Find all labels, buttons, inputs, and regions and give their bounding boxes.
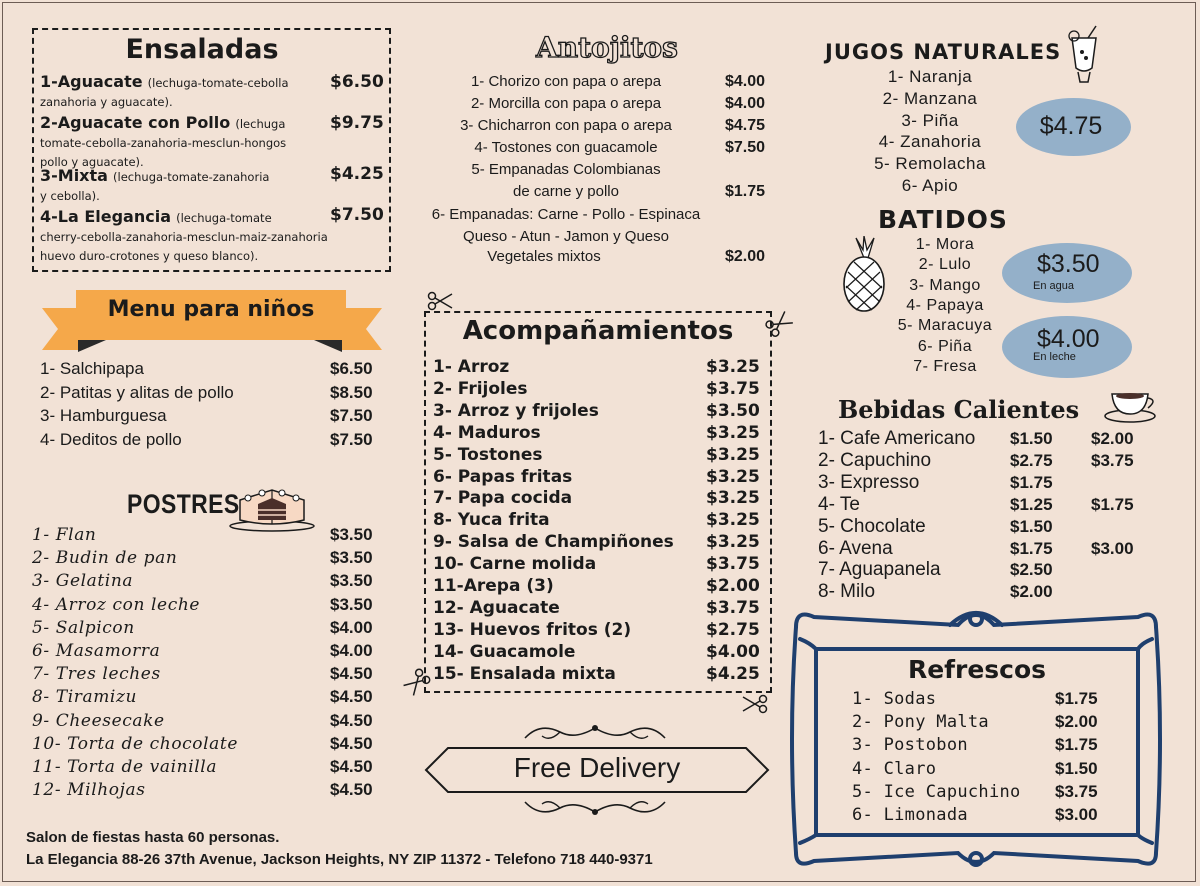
batido-item: 3- Mango: [909, 276, 981, 294]
postre-item-price: $4.50: [330, 687, 373, 707]
cake-icon: [228, 482, 316, 532]
postre-item-name: 5- Salpicon: [32, 617, 135, 638]
ninos-item-name: 2- Patitas y alitas de pollo: [40, 382, 234, 402]
ensalada-price: $9.75: [330, 113, 384, 133]
ensalada-item: [40, 166, 330, 204]
caliente-item-name: 7- Aguapanela: [818, 559, 941, 581]
antojito-item-name: Vegetales mixtos: [487, 248, 601, 265]
postre-item-price: $3.50: [330, 548, 373, 568]
batidos-agua-price: $3.50: [1037, 250, 1100, 278]
caliente-item-price: $1.75: [1010, 472, 1053, 492]
refrescos-title: Refrescos: [907, 655, 1047, 684]
postre-item-name: 3- Gelatina: [32, 571, 134, 592]
refresco-item-name: 4- Claro: [852, 758, 937, 779]
antojito-item-price: $7.50: [725, 139, 766, 156]
refresco-item-name: 1- Sodas: [852, 689, 937, 709]
acomp-item-price: $3.25: [706, 466, 760, 487]
refresco-item-price: $2.00: [1055, 712, 1098, 732]
postre-item-name: 8- Tiramizu: [32, 687, 138, 708]
antojito-item-name: de carne y pollo: [513, 183, 619, 200]
acomp-item-name: 3- Arroz y frijoles: [433, 400, 599, 421]
batido-item: 7- Fresa: [913, 357, 977, 375]
postre-item-name: 10- Torta de chocolate: [32, 733, 239, 754]
postre-item-name: 4- Arroz con leche: [32, 594, 201, 615]
caliente-item-price: $2.00: [1010, 582, 1053, 602]
ensalada-name: 1-Aguacate: [40, 72, 143, 91]
ensalada-item: [40, 72, 330, 110]
acomp-item-name: 6- Papas fritas: [433, 466, 573, 487]
caliente-item-price-large: $1.75: [1091, 494, 1134, 514]
refresco-item-name: 2- Pony Malta: [852, 712, 989, 733]
acomp-item-name: 5- Tostones: [433, 444, 543, 465]
ensalada-name: 2-Aguacate con Pollo: [40, 113, 231, 132]
caliente-item-price: $2.50: [1010, 560, 1053, 580]
batidos-agua-label: En agua: [1033, 280, 1074, 292]
acomp-item-price: $3.75: [706, 597, 760, 618]
delivery-label: Free Delivery: [513, 752, 681, 783]
jugos-price: $4.75: [1039, 112, 1103, 140]
postre-item-price: $3.50: [330, 525, 373, 544]
caliente-item-name: 8- Milo: [818, 581, 876, 603]
postre-item-price: $4.50: [330, 757, 373, 776]
acomp-item-price: $3.50: [706, 400, 760, 421]
antojito-item-price: $4.00: [725, 95, 766, 112]
ensalada-item: [40, 113, 330, 170]
caliente-item-price-large: $3.75: [1091, 450, 1134, 470]
flourish-ornament: [520, 720, 670, 746]
postre-item-name: 9- Cheesecake: [32, 710, 165, 731]
caliente-item-price: $1.50: [1010, 516, 1053, 536]
caliente-item-name: 2- Capuchino: [818, 449, 932, 471]
acomp-item-price: $3.25: [706, 488, 760, 509]
acomp-item-name: 12- Aguacate: [433, 597, 560, 618]
ninos-item-price: $8.50: [330, 382, 373, 402]
ensalada-desc: cherry-cebolla-zanahoria-mesclun-maiz-zanahoria: [40, 230, 328, 244]
ensalada-desc: (lechuga: [235, 117, 286, 131]
acomp-item-name: 9- Salsa de Champiñones: [433, 532, 674, 553]
jugo-item: 2- Manzana: [882, 88, 978, 108]
acomp-item-price: $2.00: [706, 576, 760, 596]
flourish-ornament: [520, 794, 670, 820]
postres-title: POSTRES: [127, 489, 240, 519]
antojito-item-name: 4- Tostones con guacamole: [474, 139, 658, 156]
postre-item-price: $4.50: [330, 780, 373, 800]
ensalada-item: [40, 207, 360, 264]
jugo-item: 1- Naranja: [887, 67, 973, 86]
antojito-item-name: 5- Empanadas Colombianas: [471, 161, 661, 178]
antojito-item-price: $4.75: [725, 117, 766, 134]
scissors-icon: [742, 694, 768, 714]
acomp-item-price: $4.25: [706, 663, 760, 684]
batidos-title: BATIDOS: [878, 205, 1008, 234]
acomp-item-name: 10- Carne molida: [433, 554, 597, 575]
acomp-item-price: $4.00: [706, 641, 760, 662]
ensaladas-title: Ensaladas: [125, 34, 279, 65]
acomp-item-name: 7- Papa cocida: [433, 488, 573, 509]
acomp-item-price: $2.75: [706, 619, 760, 640]
jugo-item: 5- Remolacha: [874, 154, 986, 174]
refresco-item-name: 5- Ice Capuchino: [852, 781, 1021, 802]
postre-item-price: $3.50: [330, 594, 373, 614]
antojito-item-name: 6- Empanadas: Carne - Pollo - Espinaca: [431, 206, 701, 223]
ensalada-desc: pollo y aguacate).: [40, 155, 144, 169]
ornate-frame: [790, 603, 1162, 873]
caliente-item-price: $1.25: [1010, 494, 1053, 514]
batido-item: 1- Mora: [915, 236, 975, 253]
jugos-title: JUGOS NATURALES: [825, 40, 1062, 64]
footer-note: Salon de fiestas hasta 60 personas.: [26, 829, 280, 846]
antojito-item-name: 1- Chorizo con papa o arepa: [470, 73, 662, 90]
postre-item-name: 12- Milhojas: [32, 780, 146, 801]
batidos-leche-label: En leche: [1033, 351, 1076, 363]
antojito-item-price: $4.00: [725, 73, 766, 90]
postre-item-price: $4.50: [330, 733, 373, 753]
postre-item-price: $3.50: [330, 571, 373, 591]
postre-item-price: $4.00: [330, 641, 373, 660]
antojito-item-price: $2.00: [725, 248, 766, 265]
antojitos-title: Antojitos: [536, 31, 678, 64]
caliente-item-price-large: $3.00: [1091, 538, 1134, 558]
ninos-title: Menu para niños: [107, 297, 315, 322]
ninos-item-name: 4- Deditos de pollo: [40, 429, 182, 449]
acomp-item-name: 13- Huevos fritos (2): [433, 619, 632, 640]
acomp-item-name: 15- Ensalada mixta: [433, 663, 616, 684]
refresco-item-name: 6- Limonada: [852, 805, 968, 825]
refresco-item-price: $3.00: [1055, 805, 1098, 824]
postre-item-price: $4.00: [330, 617, 373, 637]
jugo-item: 4- Zanahoria: [878, 132, 982, 152]
antojito-item-price: $1.75: [725, 183, 766, 200]
ensalada-desc: (lechuga-tomate-cebolla: [147, 76, 289, 90]
postre-item-name: 7- Tres leches: [32, 664, 161, 685]
postre-item-name: 6- Masamorra: [32, 641, 161, 661]
ensalada-name: 3-Mixta: [40, 166, 108, 185]
cocktail-glass-icon: [1064, 24, 1104, 84]
jugo-item: 6- Apio: [901, 176, 959, 195]
ninos-item-price: $6.50: [330, 359, 373, 378]
refresco-item-name: 3- Postobon: [852, 735, 968, 756]
acomp-item-name: 4- Maduros: [433, 422, 541, 443]
postre-item-name: 1- Flan: [32, 525, 97, 545]
acompanamientos-title: Acompañamientos: [462, 316, 734, 346]
acomp-item-price: $3.75: [706, 554, 760, 575]
ninos-item-price: $7.50: [330, 406, 373, 425]
refresco-item-price: $1.75: [1055, 689, 1098, 708]
acomp-item-price: $3.75: [706, 378, 760, 399]
caliente-item-price-large: $2.00: [1091, 429, 1134, 448]
caliente-item-price: $2.75: [1010, 450, 1053, 470]
ninos-item-name: 1- Salchipapa: [40, 359, 144, 378]
footer-address: La Elegancia 88-26 37th Avenue, Jackson Heights, NY ZIP 11372 - Telefono 718 440-9371: [26, 851, 653, 868]
caliente-item-name: 4- Te: [818, 493, 860, 515]
acomp-item-name: 11-Arepa (3): [433, 576, 554, 596]
postre-item-price: $4.50: [330, 664, 373, 684]
caliente-item-name: 6- Avena: [818, 537, 893, 559]
ensalada-price: $4.25: [330, 164, 384, 184]
acomp-item-name: 8- Yuca frita: [433, 510, 550, 531]
batido-item: 5- Maracuya: [897, 317, 993, 335]
caliente-item-name: 5- Chocolate: [818, 515, 926, 537]
refresco-item-price: $3.75: [1055, 781, 1098, 801]
acomp-item-price: $3.25: [706, 532, 760, 553]
antojito-item-name: Queso - Atun - Jamon y Queso: [463, 228, 669, 245]
calientes-title: Bebidas Calientes: [838, 395, 1080, 424]
ninos-item-price: $7.50: [330, 429, 373, 449]
batido-item: 4- Papaya: [906, 296, 984, 314]
batidos-leche-price: $4.00: [1037, 325, 1100, 353]
acomp-item-price: $3.25: [706, 357, 760, 377]
jugo-item: 3- Piña: [901, 110, 959, 130]
ensalada-name: 4-La Elegancia: [40, 207, 172, 226]
coffee-cup-icon: [1104, 388, 1160, 424]
antojito-item-name: 2- Morcilla con papa o arepa: [470, 95, 662, 112]
antojito-item-name: 3- Chicharron con papa o arepa: [460, 117, 672, 134]
ensalada-price: $6.50: [330, 72, 384, 92]
refresco-item-price: $1.50: [1055, 758, 1098, 778]
acomp-item-price: $3.25: [706, 510, 760, 531]
ensalada-desc: (lechuga-tomate: [176, 211, 272, 225]
postre-item-name: 2- Budin de pan: [32, 548, 178, 569]
ensalada-desc: y cebolla).: [40, 189, 100, 203]
scissors-icon: [427, 291, 453, 311]
ensalada-desc: tomate-cebolla-zanahoria-mesclun-hongos: [40, 136, 287, 150]
batido-item: 6- Piña: [917, 337, 973, 355]
ensalada-desc: huevo duro-crotones y queso blanco).: [40, 249, 259, 263]
postre-item-name: 11- Torta de vainilla: [32, 757, 218, 777]
batido-item: 2- Lulo: [918, 256, 972, 274]
acomp-item-name: 14- Guacamole: [433, 641, 576, 662]
acomp-item-name: 1- Arroz: [433, 357, 510, 377]
postre-item-price: $4.50: [330, 710, 373, 730]
acomp-item-price: $3.25: [706, 422, 760, 443]
caliente-item-price: $1.50: [1010, 429, 1053, 448]
acomp-item-name: 2- Frijoles: [433, 378, 528, 399]
ensalada-desc: (lechuga-tomate-zanahoria: [113, 170, 270, 184]
ensalada-desc: zanahoria y aguacate).: [40, 95, 173, 109]
caliente-item-price: $1.75: [1010, 538, 1053, 558]
refresco-item-price: $1.75: [1055, 735, 1098, 755]
ensalada-price: $7.50: [330, 205, 384, 225]
caliente-item-name: 3- Expresso: [818, 471, 920, 493]
acomp-item-price: $3.25: [706, 444, 760, 465]
caliente-item-name: 1- Cafe Americano: [818, 428, 976, 449]
ninos-item-name: 3- Hamburguesa: [40, 406, 167, 425]
